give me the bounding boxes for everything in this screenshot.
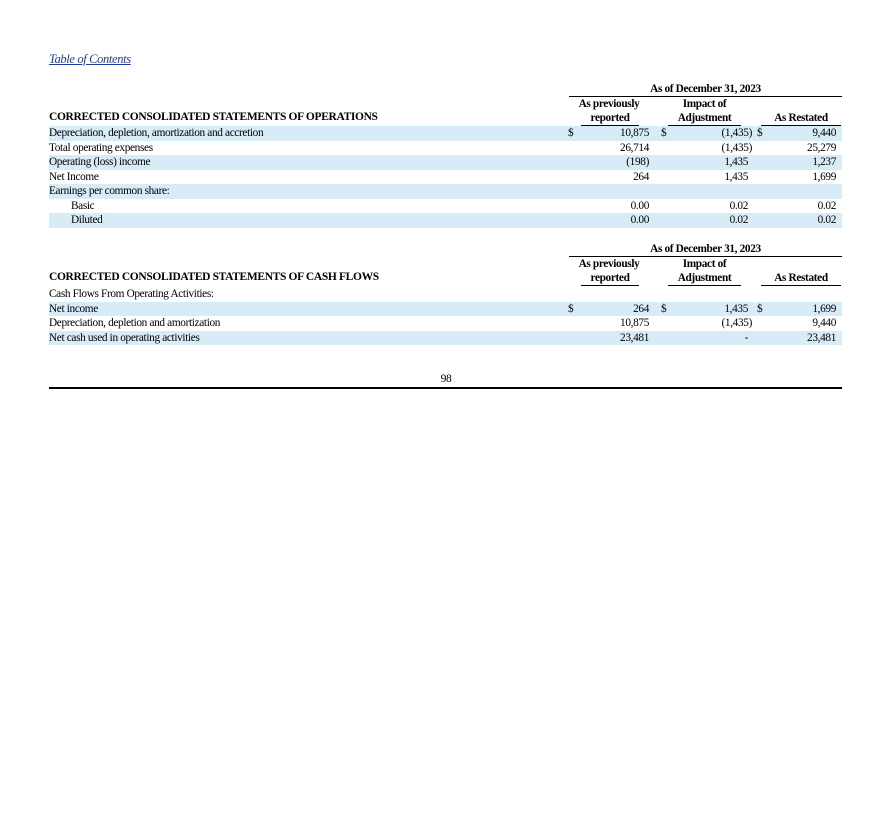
operations-col1-line2: reported <box>581 111 639 126</box>
row-label: Depreciation, depletion and amortization <box>49 317 221 329</box>
operations-statement <box>49 82 842 228</box>
previously-reported-value: 264 <box>633 170 649 183</box>
table-row <box>49 155 842 170</box>
table-row <box>49 199 842 214</box>
table-row <box>49 331 842 346</box>
restated-value: 1,699 <box>812 302 836 315</box>
operations-col2-line2: Adjustment <box>668 111 741 126</box>
adjustment-value: 1,435 <box>724 170 748 183</box>
row-label: Basic <box>71 199 95 212</box>
adjustment-value: - <box>744 331 748 344</box>
previously-reported-value: 0.00 <box>630 199 649 212</box>
adjustment-value: 1,435 <box>724 302 748 315</box>
restated-value: 23,481 <box>807 331 836 344</box>
row-label: Cash Flows From Operating Activities: <box>49 288 214 300</box>
table-row <box>49 126 842 141</box>
adjustment-value: (1,435) <box>721 141 752 154</box>
currency-symbol: $ <box>568 302 574 315</box>
cashflows-period-header: As of December 31, 2023 <box>569 242 842 257</box>
currency-symbol: $ <box>568 127 574 139</box>
previously-reported-value: 264 <box>633 302 649 315</box>
currency-symbol: $ <box>757 302 763 315</box>
operations-title: CORRECTED CONSOLIDATED STATEMENTS OF OPERATIONS <box>49 111 378 123</box>
restated-value: 1,699 <box>812 170 836 183</box>
cashflows-col2-line1: Impact of <box>682 258 727 270</box>
table-row <box>49 170 842 185</box>
currency-symbol: $ <box>661 302 667 315</box>
restated-value: 1,237 <box>812 156 836 168</box>
previously-reported-value: 0.00 <box>630 214 649 226</box>
operations-header <box>49 82 842 126</box>
cashflows-col1-line1: As previously <box>578 258 640 270</box>
row-label: Net cash used in operating activities <box>49 331 200 344</box>
previously-reported-value: 23,481 <box>620 331 649 344</box>
restated-value: 0.02 <box>817 199 836 212</box>
operations-period-header: As of December 31, 2023 <box>569 82 842 97</box>
cashflows-title: CORRECTED CONSOLIDATED STATEMENTS OF CASH FLOWS <box>49 271 379 283</box>
restated-value: 0.02 <box>817 214 836 226</box>
operations-col3-header: As Restated <box>761 111 841 126</box>
row-label: Diluted <box>71 214 103 226</box>
adjustment-value: 0.02 <box>729 199 748 212</box>
row-label: Operating (loss) income <box>49 156 151 168</box>
table-row <box>49 213 842 228</box>
row-label: Net Income <box>49 170 99 183</box>
currency-symbol: $ <box>757 127 763 139</box>
cashflows-statement <box>49 242 842 345</box>
page-number: 98 <box>440 373 452 385</box>
adjustment-value: (1,435) <box>721 317 752 329</box>
currency-symbol: $ <box>661 127 667 139</box>
previously-reported-value: (198) <box>626 156 649 168</box>
previously-reported-value: 26,714 <box>620 141 649 154</box>
adjustment-value: 1,435 <box>724 156 748 168</box>
adjustment-value: (1,435) <box>721 127 752 139</box>
footer-divider <box>49 387 842 389</box>
restated-value: 9,440 <box>812 317 836 329</box>
cashflows-header <box>49 242 842 287</box>
cashflows-col3-header: As Restated <box>761 271 841 286</box>
table-row <box>49 141 842 156</box>
adjustment-value: 0.02 <box>729 214 748 226</box>
cashflows-subhead <box>49 287 842 302</box>
restated-value: 25,279 <box>807 141 836 154</box>
table-row <box>49 316 842 331</box>
row-label: Net income <box>49 302 98 315</box>
restated-value: 9,440 <box>812 127 836 139</box>
table-row <box>49 302 842 317</box>
operations-col1-line1: As previously <box>578 98 640 110</box>
row-label: Depreciation, depletion, amortization and accretion <box>49 127 264 139</box>
cashflows-col1-line2: reported <box>581 271 639 286</box>
row-label: Earnings per common share: <box>49 185 170 197</box>
previously-reported-value: 10,875 <box>620 317 649 329</box>
table-row <box>49 184 842 199</box>
table-of-contents-link[interactable]: Table of Contents <box>49 52 131 66</box>
row-label: Total operating expenses <box>49 141 153 154</box>
cashflows-col2-line2: Adjustment <box>668 271 741 286</box>
operations-col2-line1: Impact of <box>682 98 727 110</box>
previously-reported-value: 10,875 <box>620 127 649 139</box>
